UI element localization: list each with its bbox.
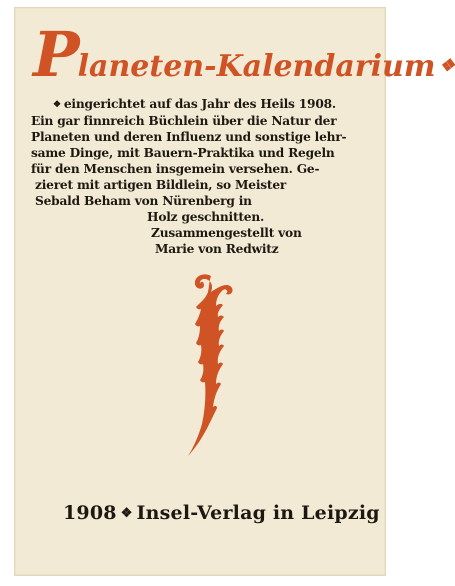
text-line-7: [35, 193, 393, 209]
title-initial: P: [33, 18, 78, 91]
text-line-2: [31, 113, 393, 129]
text-line-3-content: Planeten und deren Influenz und sonstige lehr-: [31, 130, 347, 144]
text-line-9: [151, 225, 393, 241]
feather-ornament-icon: [180, 270, 240, 458]
page-title: [33, 18, 455, 91]
title-page: [14, 7, 455, 576]
imprint-year: 1908: [63, 502, 117, 524]
text-line-2-content: Ein gar finnreich Büchlein über die Natur der: [31, 114, 337, 128]
title-ornament-icon: ❖: [439, 56, 455, 76]
imprint-ornament-icon: ❖: [120, 506, 133, 521]
text-line-8-content: Holz geschnitten.: [147, 210, 265, 224]
title-rest: laneten-Kalendarium: [77, 49, 436, 84]
text-line-9-content: Zusammengestellt von: [151, 226, 302, 240]
text-line-10-content: Marie von Redwitz: [155, 242, 279, 256]
text-line-4-content: same Dinge, mit Bauern-Praktika und Regeln: [31, 146, 335, 160]
text-line-7-content: Sebald Beham von Nürenberg in: [35, 194, 252, 208]
publisher-imprint: [63, 502, 380, 524]
text-line-4: [31, 145, 393, 161]
text-line-3: [31, 129, 393, 145]
text-line-5: [31, 161, 393, 177]
text-line-6: [35, 177, 393, 193]
description-block: [31, 96, 393, 257]
text-line-1: [53, 96, 393, 113]
imprint-publisher: Insel-Verlag in Leipzig: [136, 502, 380, 524]
text-line-5-content: für den Menschen insgemein versehen. Ge-: [31, 162, 320, 176]
text-line-10: [155, 241, 393, 257]
text-line-1-content: eingerichtet auf das Jahr des Heils 1908.: [63, 97, 336, 111]
line-ornament-icon: ❖: [53, 100, 61, 110]
text-line-8: [147, 209, 393, 225]
text-line-6-content: zieret mit artigen Bildlein, so Meister: [35, 178, 287, 192]
